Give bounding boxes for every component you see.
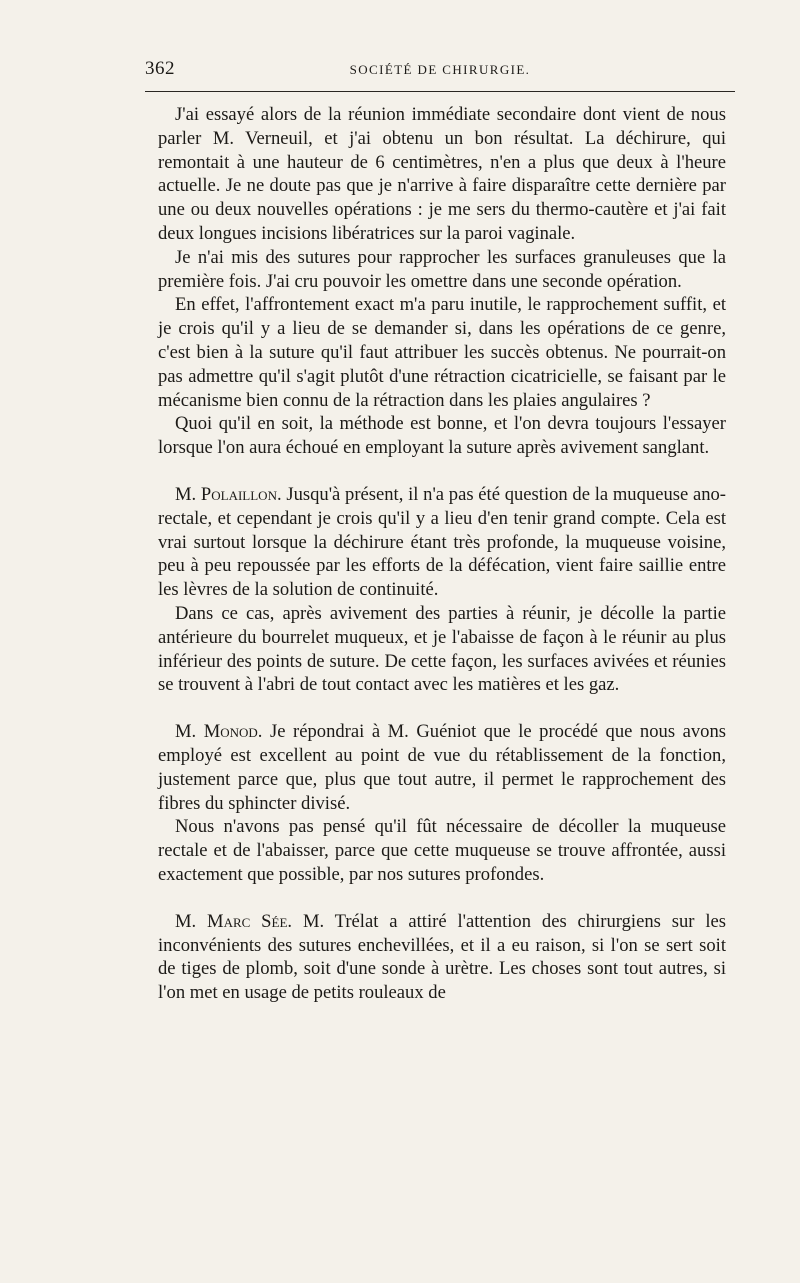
paragraph-1: J'ai essayé alors de la réunion immédiate secondaire dont vient de nous parler M. Verneuil, et j'ai obtenu un bon résultat. La déchirure, qui remontait à une hauteur de 6 centimètres, n'en a plus que deux à l'heure actuelle. Je ne doute pas que je n'arrive à faire disparaître cette dernière par une ou deux nouvelles opérations : je me sers du thermo-cautère et j'ai fait deux longues incisions libératrices sur la paroi vaginale. bbox=[158, 104, 726, 244]
paragraph-4: Quoi qu'il en soit, la méthode est bonne, et l'on devra toujours l'essayer lorsque l'on aura échoué en employant la suture après avivement sanglant. bbox=[158, 413, 726, 459]
paragraph-polaillon bbox=[158, 483, 726, 602]
running-head bbox=[145, 58, 735, 88]
page-number: 362 bbox=[145, 58, 175, 79]
speaker-name: M. Monod. bbox=[175, 721, 263, 743]
paragraph-3: En effet, l'affrontement exact m'a paru inutile, le rapprochement suffit, et je crois qu'il y a lieu de se demander si, dans les opérations de ce genre, c'est bien à la suture qu'il faut attribuer les succès obtenus. Ne pourrait-on pas admettre qu'il s'agit plutôt d'une rétraction cicatricielle, se faisant par le mécanisme bien connu de la rétraction dans les plaies angulaires ? bbox=[158, 294, 726, 411]
running-title: SOCIÉTÉ DE CHIRURGIE. bbox=[349, 62, 531, 77]
speaker-name: M. Polaillon. bbox=[175, 483, 282, 505]
header-rule bbox=[145, 91, 735, 92]
speaker-text: Je répondrai à M. Guéniot que le procédé que nous avons employé est excellent au point de vue du rétablissement de la fonction, justement parce que, plus que tout autre, il permet le rapprochement des fibres du sphincter divisé. bbox=[158, 721, 726, 814]
paragraph-monod bbox=[158, 720, 726, 815]
body-text bbox=[158, 103, 726, 1005]
speaker-text: Jusqu'à présent, il n'a pas été question de la muqueuse ano-rectale, et cependant je crois qu'il y a lieu d'en tenir grand compte. Cela est vrai surtout lorsque la déchirure étant très profonde, la muqueuse voisine, peu à peu repoussée par les efforts de la défécation, vient faire saillie entre les lèvres de la solution de continuité. bbox=[158, 483, 726, 601]
paragraph-marc-see bbox=[158, 910, 726, 1005]
paragraph-8: Nous n'avons pas pensé qu'il fût nécessaire de décoller la muqueuse rectale et de l'abaisser, parce que cette muqueuse se trouve affrontée, aussi exactement que possible, par nos sutures profondes. bbox=[158, 816, 726, 885]
speaker-text: M. Trélat a attiré l'attention des chirurgiens sur les inconvénients des sutures enchevillées, et il a eu raison, si l'on se sert soit de tiges de plomb, soit d'une sonde à urètre. Les choses sont tout autres, si l'on met en usage de petits rouleaux de bbox=[158, 910, 726, 1004]
paragraph-6: Dans ce cas, après avivement des parties à réunir, je décolle la partie antérieure du bourrelet muqueux, et je l'abaisse de façon à le réunir au plus inférieur des points de suture. De cette façon, les surfaces avivées et réunies se trouvent à l'abri de tout contact avec les matières et les gaz. bbox=[158, 602, 726, 696]
paragraph-2: Je n'ai mis des sutures pour rapprocher les surfaces granuleuses que la première fois. J'ai cru pouvoir les omettre dans une seconde opération. bbox=[158, 246, 726, 292]
speaker-name: M. Marc Sée. bbox=[175, 910, 293, 932]
